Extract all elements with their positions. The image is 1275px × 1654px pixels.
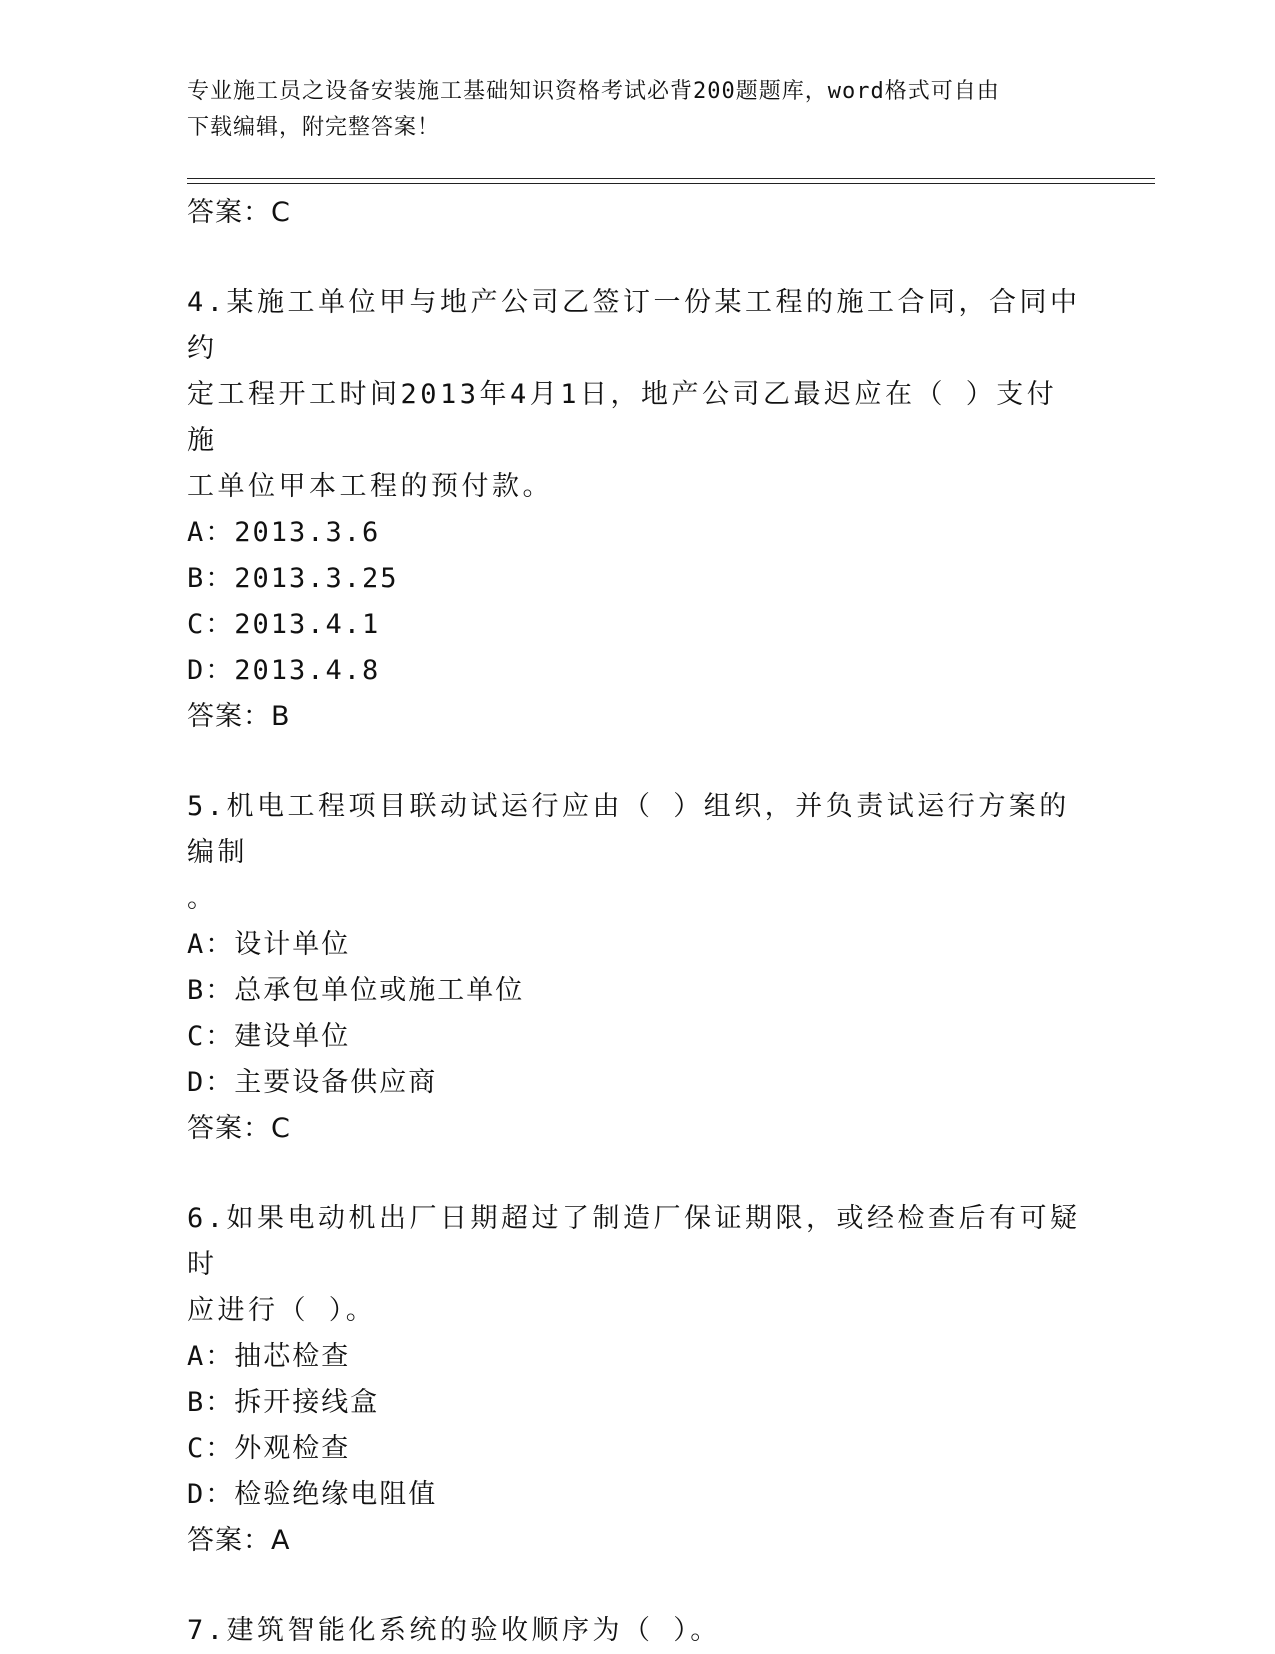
answer-line: 答案：A [187, 1525, 291, 1556]
question-stem-line: 定工程开工时间2013年4月1日，地产公司乙最迟应在（ ）支付施 [187, 379, 1058, 456]
header-rule-top [187, 178, 1155, 179]
question-block [187, 1608, 1087, 1654]
answer-line: 答案：C [187, 1113, 291, 1144]
option-c: C：2013.4.1 [187, 609, 381, 640]
spacer [187, 1152, 1087, 1196]
option-b: B：拆开接线盒 [187, 1387, 380, 1418]
spacer [187, 1564, 1087, 1608]
question-list [187, 190, 1087, 1654]
question-block [187, 1196, 1087, 1564]
question-stem-line: 5.机电工程项目联动试运行应由（ ）组织，并负责试运行方案的编制 [187, 791, 1070, 868]
header-rule-bottom [187, 183, 1155, 184]
document-header [187, 74, 1087, 146]
header-line-1: 专业施工员之设备安装施工基础知识资格考试必背200题题库，word格式可自由 [187, 79, 1000, 104]
answer-line: 答案：B [187, 701, 291, 732]
question-block [187, 280, 1087, 740]
question-stem-line: 6.如果电动机出厂日期超过了制造厂保证期限，或经检查后有可疑时 [187, 1203, 1081, 1280]
question-block [187, 784, 1087, 1152]
option-a: A：2013.3.6 [187, 517, 381, 548]
option-d: D：主要设备供应商 [187, 1067, 438, 1098]
option-a: A：抽芯检查 [187, 1341, 351, 1372]
option-d: D：2013.4.8 [187, 655, 381, 686]
question-stem-line: 应进行（ ）。 [187, 1295, 377, 1326]
question-stem-line: 7.建筑智能化系统的验收顺序为（ ）。 [187, 1615, 721, 1646]
header-line-2: 下载编辑，附完整答案！ [187, 115, 441, 140]
option-b: B：2013.3.25 [187, 563, 399, 594]
question-stem-line: 4.某施工单位甲与地产公司乙签订一份某工程的施工合同，合同中约 [187, 287, 1081, 364]
question-stem-line: 。 [187, 883, 218, 914]
option-c: C：建设单位 [187, 1021, 351, 1052]
answer-line: 答案：C [187, 197, 291, 228]
spacer [187, 740, 1087, 784]
question-stem-line: 工单位甲本工程的预付款。 [187, 471, 553, 502]
option-d: D：检验绝缘电阻值 [187, 1479, 438, 1510]
option-a: A：设计单位 [187, 929, 351, 960]
option-c: C：外观检查 [187, 1433, 351, 1464]
spacer [187, 236, 1087, 280]
option-b: B：总承包单位或施工单位 [187, 975, 525, 1006]
